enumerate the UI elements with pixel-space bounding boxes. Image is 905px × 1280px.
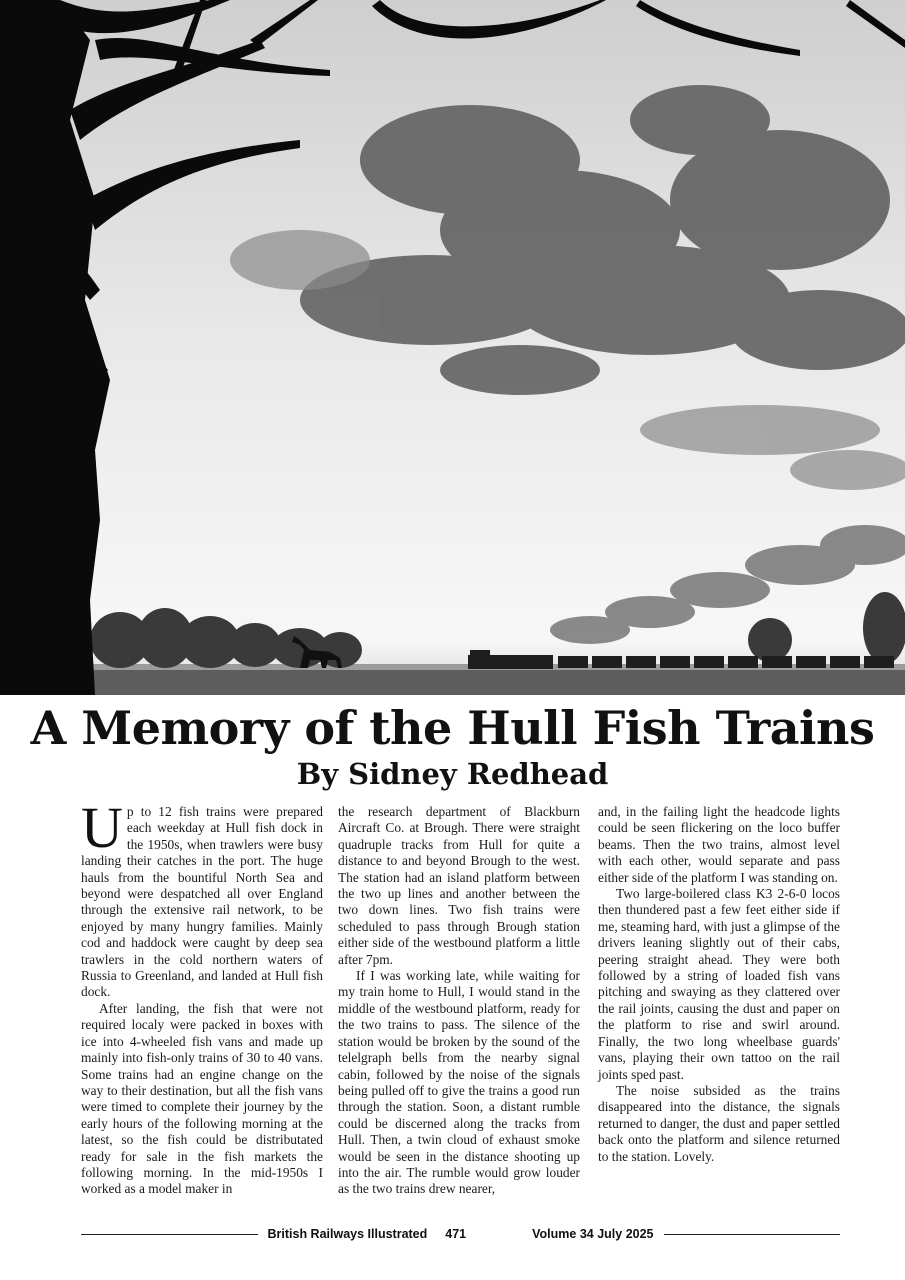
- footer-rule-right: [664, 1234, 841, 1235]
- article-title: A Memory of the Hull Fish Trains: [30, 701, 875, 755]
- paragraph: [81, 795, 323, 1001]
- article-byline: By Sidney Redhead: [296, 757, 609, 791]
- paragraph: If I was working late, while waiting for my train home to Hull, I would stand in the middle of the westbound platform, ready for the two trains to pass. The silence of the station would be broken by the sound of the telelgraph bells from the nearby signal cabin, followed by the noise of the signals being pulled off to give the trains a good run through the station. Soon, a distant rumble could be discerned along the tracks from Hull. Then, a twin cloud of exhaust smoke would be seen in the distance shooting up into the air. The rumble would grow louder as the two trains drew nearer,: [338, 968, 580, 1197]
- text-column-1: [81, 795, 323, 1198]
- paragraph: After landing, the fish that were not required localy were packed in boxes with ice into 4-wheeled fish vans and made up mainly into fish-only trains of 30 to 40 vans. Some trains had an engine change on the way to their destination, but all the fish vans were timed to complete their journey by the early hours of the following morning at the latest, so the fish could be distributated ready for sale in the fish markets the following morning. In the mid-1950s I worked as a model maker in: [81, 1000, 323, 1197]
- text-column-2: [338, 804, 580, 1198]
- paragraph: The noise subsided as the trains disappeared into the distance, the signals returned to danger, the dust and paper settled back onto the platform and silence returned to the station. Lovely.: [598, 1082, 840, 1164]
- page-number: 471: [445, 1227, 467, 1241]
- ground: [0, 668, 905, 695]
- issue-info: Volume 34 July 2025: [532, 1227, 654, 1241]
- footer-rule-left: [81, 1234, 258, 1235]
- publication-name: British Railways Illustrated: [267, 1227, 428, 1241]
- paragraph-text: p to 12 fish trains were prepared each weekday at Hull fish dock in the 1950s, when trawlers were busy landing their catches in the port. The huge hauls from the bountiful North Sea and beyond were despatched all over England through the extensive rail network, to be enjoyed by many hungry families. Mainly cod and haddock were caught by deep sea trawlers in the cold northern waters of Russia to Greenland, and landed at Hull fish dock.: [81, 804, 323, 1000]
- text-column-3: [598, 804, 840, 1165]
- paragraph: the research department of Blackburn Aircraft Co. at Brough. There were straight quadruple tracks from Hull for quite a distance to and beyond Brough to the west. The station had an island platform between the two up lines and another between the two down lines. Two fish trains were scheduled to pass through Brough station either side of the westbound platform a little after 7pm.: [338, 804, 580, 967]
- drop-cap: U: [81, 795, 123, 860]
- page-footer: [81, 1224, 840, 1244]
- paragraph: Two large-boilered class K3 2-6-0 locos then thundered past a few feet either side if me, steaming hard, with just a glimpse of the drivers leaning slightly out of their cabs, peering straight ahead. They were both followed by a string of loaded fish vans pitching and swaying as they clattered over the rail joints, causing the dust and paper on the platform to rise and swirl around. Finally, the two long wheelbase guards' vans, playing their own tattoo on the rail joints sped past.: [598, 886, 840, 1082]
- paragraph: and, in the failing light the headcode lights could be seen flickering on the loco buffer beams. Then the two trains, almost level with each other, would separate and pass either side of the platform I was standing on.: [598, 804, 840, 885]
